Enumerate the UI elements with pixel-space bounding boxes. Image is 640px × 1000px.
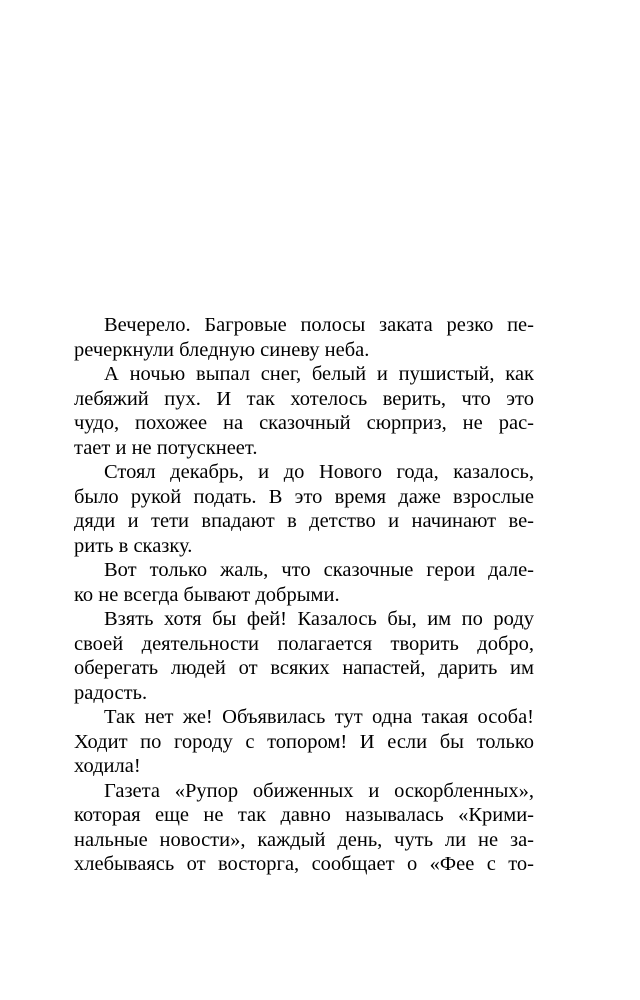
- text-line: Ходит по городу с топором! И если бы только: [74, 730, 534, 753]
- paragraph-6: [74, 705, 534, 779]
- paragraph-1: [74, 313, 534, 362]
- text-line: чудо, похожее на сказочный сюрприз, не рас-: [74, 412, 534, 434]
- text-line: нальные новости», каждый день, чуть ли не за-: [74, 828, 534, 851]
- page-text: [74, 313, 534, 877]
- text-line: Вечерело. Багровые полосы заката резко пе-: [104, 314, 534, 336]
- text-line: Газета «Рупор обиженных и оскорбленных»,: [104, 779, 534, 802]
- text-line: тает и не потускнеет.: [74, 436, 258, 459]
- text-line: хлебываясь от восторга, сообщает о «Фее с то-: [74, 853, 534, 875]
- paragraph-7: [74, 779, 534, 877]
- text-line: оберегать людей от всяких напастей, дарить им: [74, 657, 534, 679]
- text-line: ко не всегда бывают добрыми.: [74, 583, 340, 606]
- text-line: речеркнули бледную синеву неба.: [74, 338, 370, 361]
- text-line: дяди и тети впадают в детство и начинают ве-: [74, 510, 534, 532]
- text-line: было рукой подать. В это время даже взрослые: [74, 485, 534, 508]
- text-line: лебяжий пух. И так хотелось верить, что это: [74, 387, 534, 410]
- paragraph-3: [74, 460, 534, 558]
- text-line: своей деятельности полагается творить добро,: [74, 632, 534, 655]
- paragraph-4: [74, 558, 534, 607]
- text-line: Так нет же! Объявилась тут одна такая особа!: [104, 706, 534, 728]
- paragraph-2: [74, 362, 534, 460]
- text-line: ходила!: [74, 755, 141, 777]
- text-line: Вот только жаль, что сказочные герои дале-: [104, 559, 534, 581]
- paragraph-5: [74, 607, 534, 705]
- text-line: А ночью выпал снег, белый и пушистый, как: [104, 363, 534, 385]
- text-line: радость.: [74, 681, 148, 704]
- text-line: Взять хотя бы фей! Казалось бы, им по роду: [104, 608, 534, 630]
- text-line: Стоял декабрь, и до Нового года, казалось,: [104, 461, 534, 483]
- text-line: которая еще не так давно называлась «Крими-: [74, 804, 534, 826]
- text-line: рить в сказку.: [74, 534, 193, 557]
